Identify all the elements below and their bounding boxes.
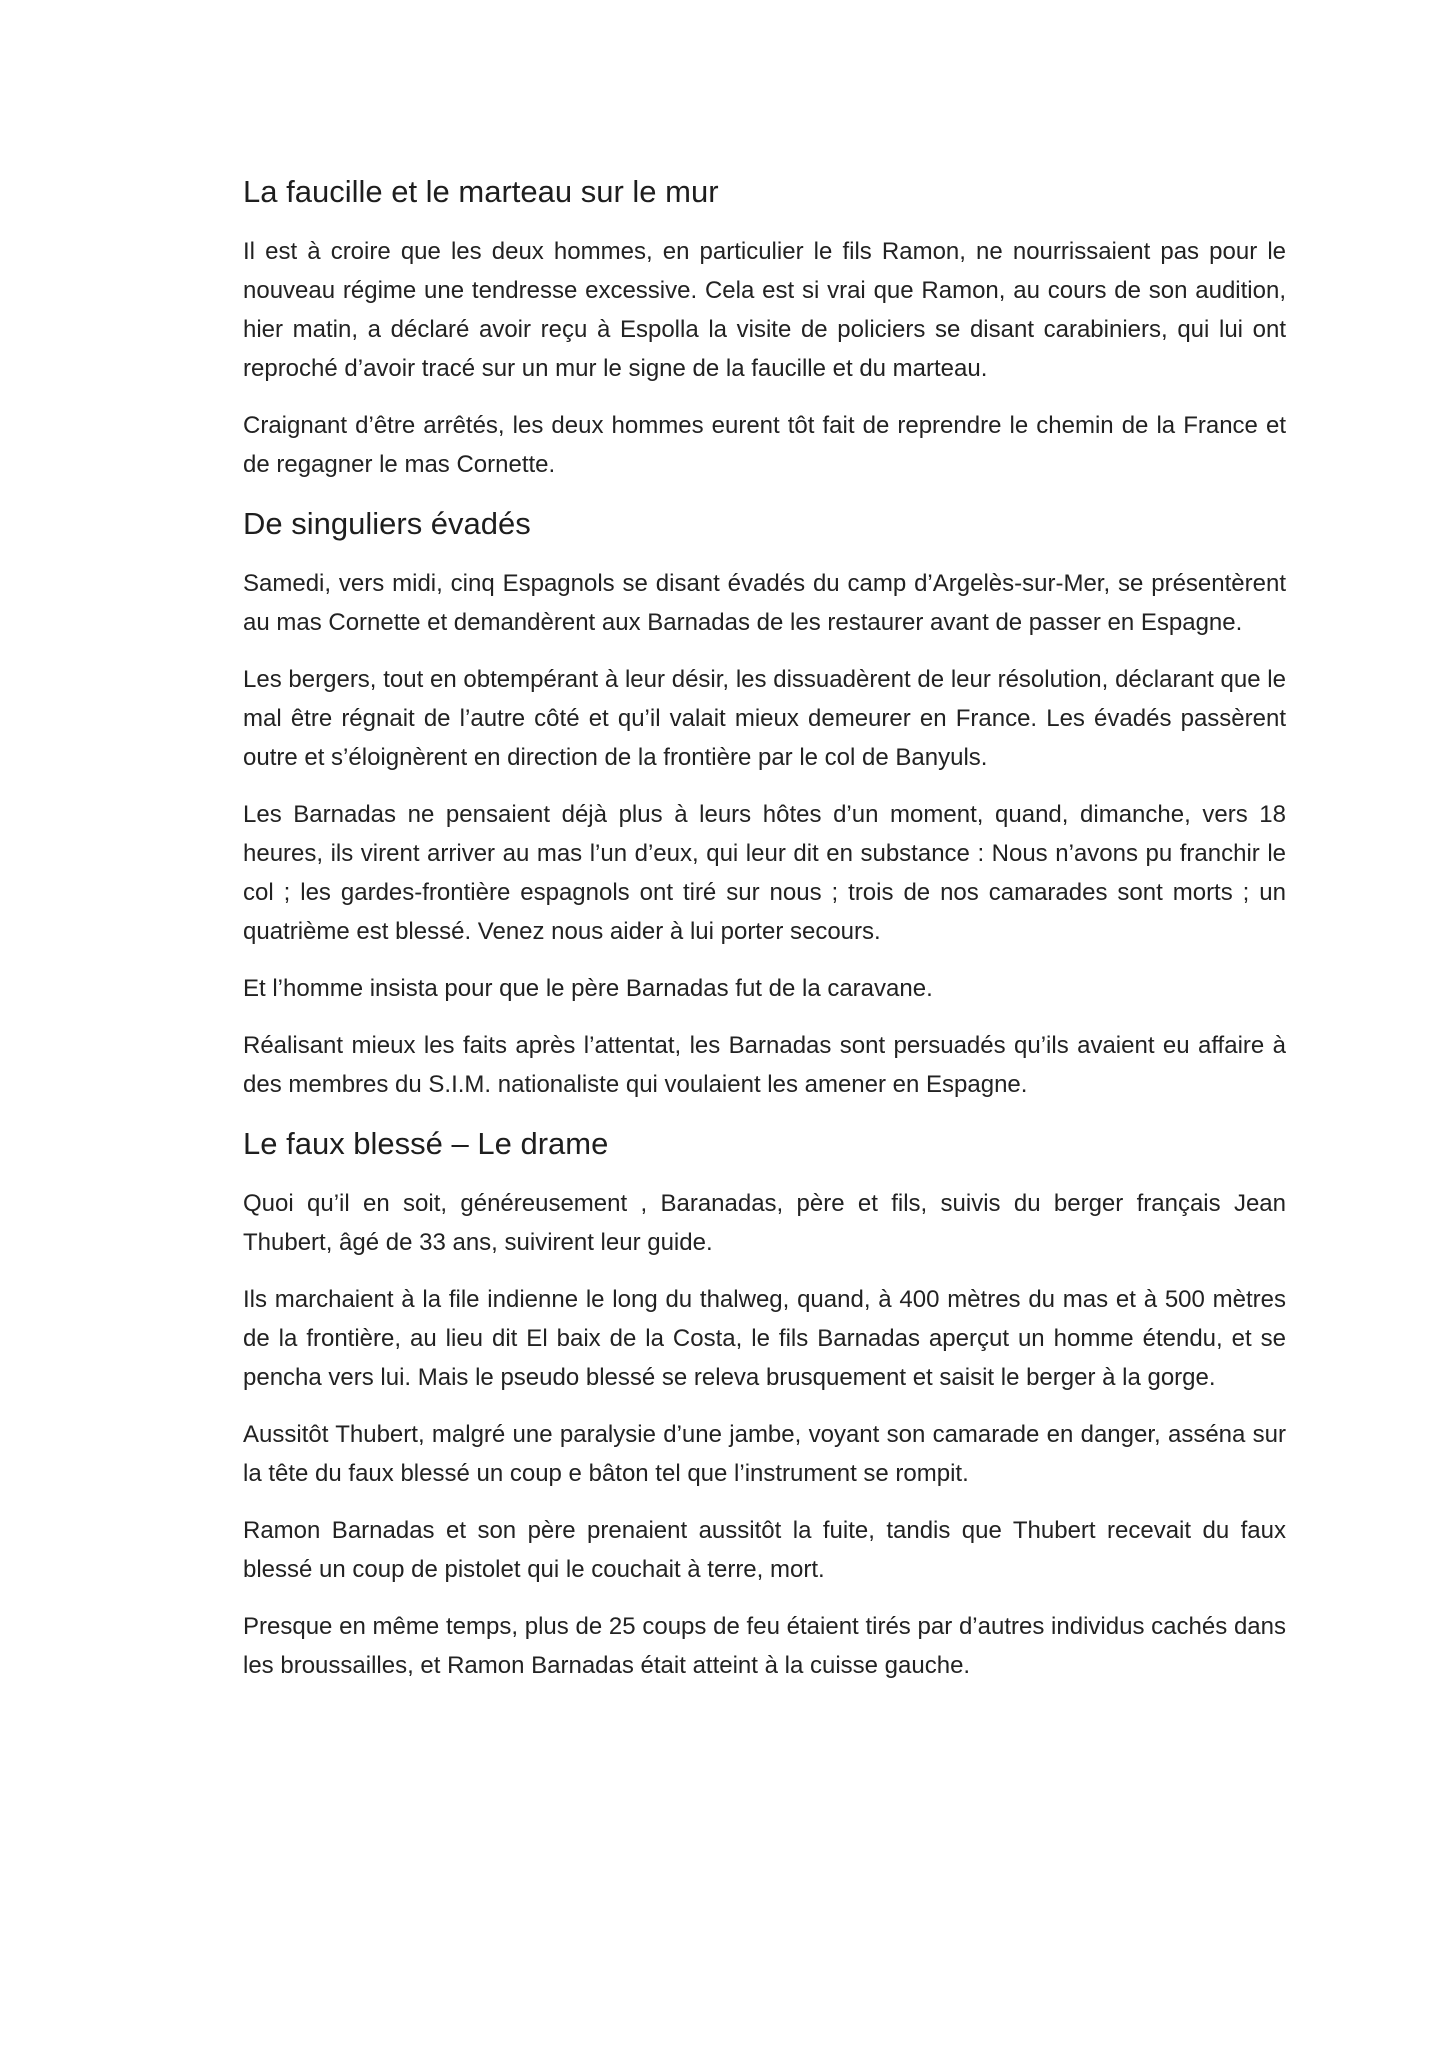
paragraph: Réalisant mieux les faits après l’attentat, les Barnadas sont persuadés qu’ils avaient eu affaire à des membres du S.I.M. nationaliste qui voulaient les amener en Espagne. [243, 1032, 1286, 1098]
section-heading: Le faux blessé – Le drame [243, 1126, 609, 1161]
paragraph: Ramon Barnadas et son père prenaient aussitôt la fuite, tandis que Thubert recevait du faux blessé un coup de pistolet qui le couchait à terre, mort. [243, 1517, 1286, 1583]
paragraph: Ils marchaient à la file indienne le long du thalweg, quand, à 400 mètres du mas et à 500 mètres de la frontière, au lieu dit El baix de la Costa, le fils Barnadas aperçut un homme étendu, et se pencha vers lui. Mais le pseudo blessé se releva brusquement et saisit le berger à la gorge. [243, 1286, 1286, 1391]
paragraph: Presque en même temps, plus de 25 coups de feu étaient tirés par d’autres individus cachés dans les broussailles, et Ramon Barnadas était atteint à la cuisse gauche. [243, 1613, 1286, 1679]
paragraph: Quoi qu’il en soit, généreusement , Baranadas, père et fils, suivis du berger français Jean Thubert, âgé de 33 ans, suivirent leur guide. [243, 1190, 1286, 1256]
document-page [243, 170, 1286, 1703]
paragraph: Craignant d’être arrêtés, les deux hommes eurent tôt fait de reprendre le chemin de la France et de regagner le mas Cornette. [243, 412, 1286, 478]
section-heading: De singuliers évadés [243, 506, 531, 541]
paragraph: Samedi, vers midi, cinq Espagnols se disant évadés du camp d’Argelès-sur-Mer, se présentèrent au mas Cornette et demandèrent aux Barnadas de les restaurer avant de passer en Espagne. [243, 570, 1286, 636]
section-faucille-marteau [243, 170, 1286, 484]
section-singuliers-evades [243, 502, 1286, 1104]
paragraph: Les bergers, tout en obtempérant à leur désir, les dissuadèrent de leur résolution, déclarant que le mal être régnait de l’autre côté et qu’il valait mieux demeurer en France. Les évadés passèrent outre et s’éloignèrent en direction de la frontière par le col de Banyuls. [243, 666, 1286, 771]
paragraph: Il est à croire que les deux hommes, en particulier le fils Ramon, ne nourrissaient pas pour le nouveau régime une tendresse excessive. Cela est si vrai que Ramon, au cours de son audition, hier matin, a déclaré avoir reçu à Espolla la visite de policiers se disant carabiniers, qui lui ont reproché d’avoir tracé sur un mur le signe de la faucille et du marteau. [243, 238, 1286, 382]
paragraph: Et l’homme insista pour que le père Barnadas fut de la caravane. [243, 975, 933, 1002]
section-heading: La faucille et le marteau sur le mur [243, 174, 719, 209]
section-faux-blesse-drame [243, 1122, 1286, 1685]
paragraph: Les Barnadas ne pensaient déjà plus à leurs hôtes d’un moment, quand, dimanche, vers 18 heures, ils virent arriver au mas l’un d’eux, qui leur dit en substance : Nous n’avons pu franchir le col ; les gardes-frontière espagnols ont tiré sur nous ; trois de nos camarades sont morts ; un quatrième est blessé. Venez nous aider à lui porter secours. [243, 801, 1286, 945]
paragraph: Aussitôt Thubert, malgré une paralysie d’une jambe, voyant son camarade en danger, asséna sur la tête du faux blessé un coup e bâton tel que l’instrument se rompit. [243, 1421, 1286, 1487]
